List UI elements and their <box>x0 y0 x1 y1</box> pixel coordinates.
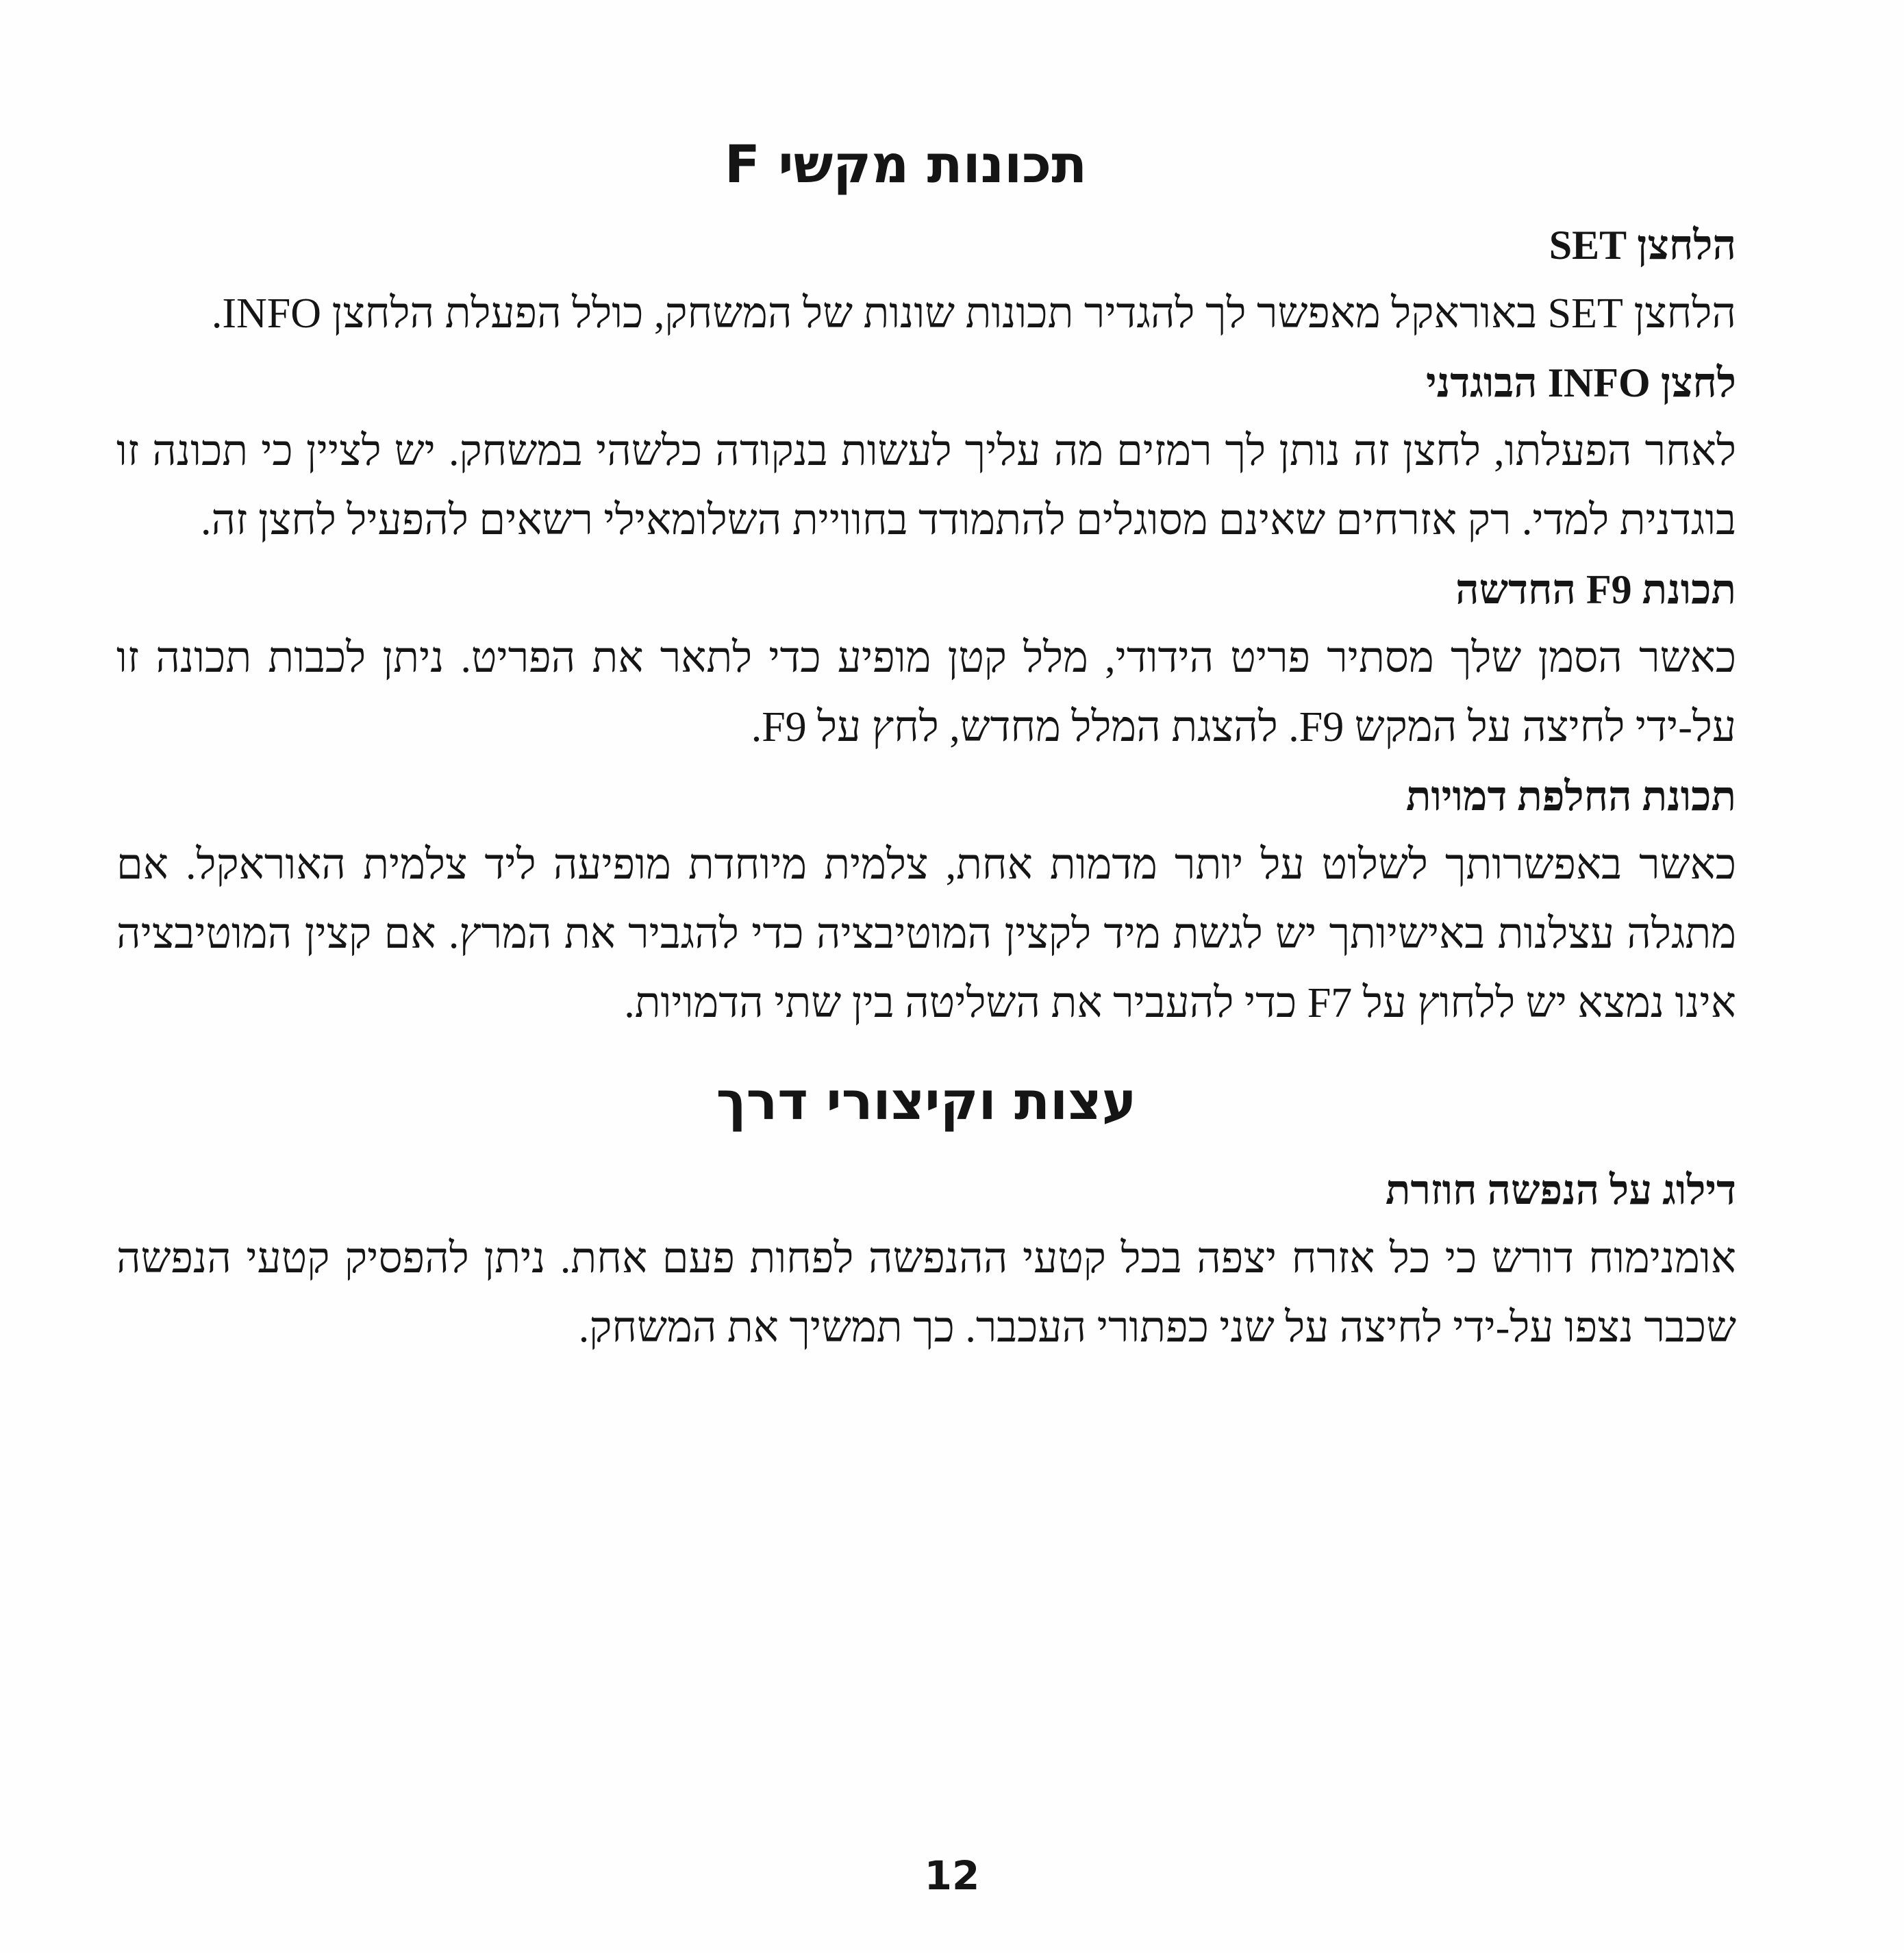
subhead-skip-animation: דילוג על הנפשה חוזרת <box>1385 1168 1736 1213</box>
paragraph-f9-feature: כאשר הסמן שלך מסתיר פריט הידודי, מלל קטן מופיע כדי לתאר את הפריט. ניתן לכבות תכונה זו על-ידי לחיצה על המקש F9. להצגת המלל מחדש, לחץ על F9. <box>116 635 1736 751</box>
page-number: 12 <box>924 1852 980 1899</box>
page-content <box>116 130 1736 1363</box>
paragraph-info-button: לאחר הפעלתו, לחצן זה נותן לך רמזים מה עליך לעשות בנקודה כלשהי במשחק. יש לציין כי תכונה זו בוגדנית למדי. רק אזרחים שאינם מסוגלים להתמודד בחוויית השלומאילי רשאים להפעיל לחצן זה. <box>116 428 1736 544</box>
subhead-character-switch: תכונת החלפת דמויות <box>1405 774 1736 819</box>
paragraph-character-switch: כאשר באפשרותך לשלוט על יותר מדמות אחת, צלמית מיוחדת מופיעה ליד צלמית האוראקל. אם מתגלה עצלנות באישיותך יש לגשת מיד לקצין המוטיבציה כדי להגביר את המרץ. אם קצין המוטיבציה אינו נמצא יש ללחוץ על F7 כדי להעביר את השליטה בין שתי הדמויות. <box>116 842 1736 1026</box>
subhead-f9-feature: תכונת F9 החדשה <box>1455 567 1736 612</box>
subhead-set-button: הלחצן SET <box>1549 223 1736 268</box>
section-title-f-keys: תכונות מקשי F <box>724 134 1088 194</box>
paragraph-skip-animation: אומנימוח דורש כי כל אזרח יצפה בכל קטעי ההנפשה לפחות פעם אחת. ניתן להפסיק קטעי הנפשה שכבר נצפו על-ידי לחיצה על שני כפתורי העכבר. כך תמשיך את המשחק. <box>116 1235 1736 1351</box>
paragraph-set-button: הלחצן SET באוראקל מאפשר לך להגדיר תכונות שונות של המשחק, כולל הפעלת הלחצן INFO. <box>211 290 1736 337</box>
section-title-tips: עצות וקיצורי דרך <box>716 1070 1137 1131</box>
subhead-info-button: לחצן INFO הבוגדני <box>1426 360 1736 405</box>
